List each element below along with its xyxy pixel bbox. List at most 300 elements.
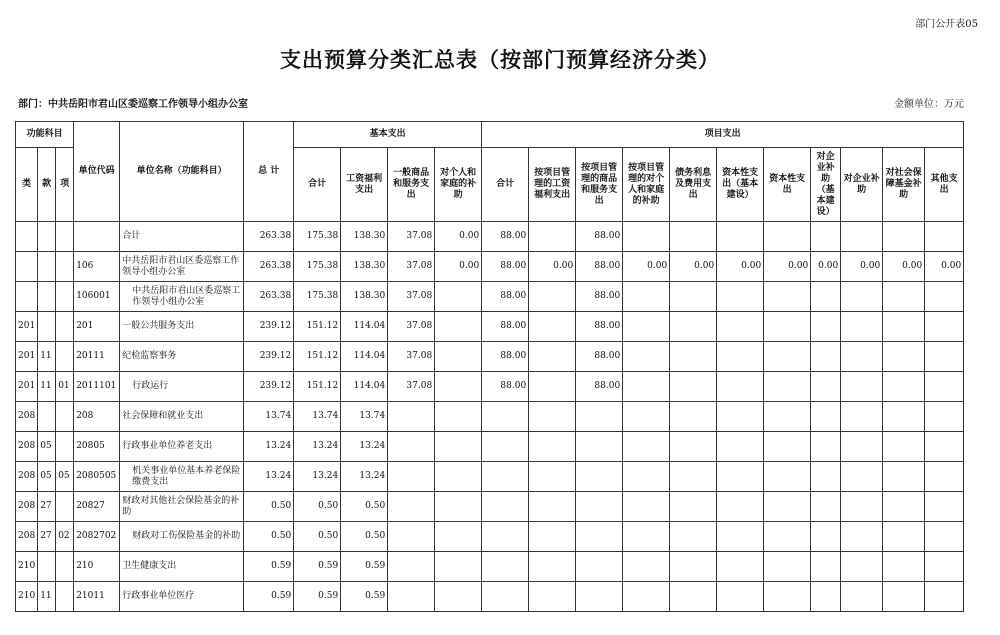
project-expenditure-header: 项目支出 bbox=[482, 122, 964, 148]
cell-lei: 208 bbox=[16, 432, 38, 462]
cell-xiang: 01 bbox=[56, 372, 74, 402]
cell-p-goods: 88.00 bbox=[576, 252, 623, 282]
cell-b-family: 0.00 bbox=[435, 252, 482, 282]
cell-name: 行政运行 bbox=[120, 372, 244, 402]
cell-p-goods: 88.00 bbox=[576, 312, 623, 342]
cell-p-ent-basic bbox=[811, 522, 841, 552]
cell-name: 财政对工伤保险基金的补助 bbox=[120, 522, 244, 552]
cell-p-goods bbox=[576, 432, 623, 462]
cell-p-debt bbox=[670, 402, 717, 432]
cell-code: 201 bbox=[74, 312, 120, 342]
amount-unit-label: 金额单位：万元 bbox=[894, 99, 964, 110]
cell-p-ent-basic bbox=[811, 222, 841, 252]
cell-xiang bbox=[56, 492, 74, 522]
cell-p-family bbox=[623, 522, 670, 552]
cell-p-social bbox=[883, 282, 925, 312]
cell-b-family bbox=[435, 522, 482, 552]
cell-p-goods bbox=[576, 462, 623, 492]
cell-p-other bbox=[925, 312, 964, 342]
table-row bbox=[16, 372, 964, 402]
cell-p-debt bbox=[670, 522, 717, 552]
cell-p-social bbox=[883, 582, 925, 612]
cell-total: 239.12 bbox=[244, 312, 294, 342]
basic-col-header: 对个人和家庭的补助 bbox=[435, 148, 482, 222]
cell-name: 纪检监察事务 bbox=[120, 342, 244, 372]
project-col-header: 其他支出 bbox=[925, 148, 964, 222]
cell-p-other bbox=[925, 432, 964, 462]
cell-total: 0.50 bbox=[244, 492, 294, 522]
cell-b-total: 13.24 bbox=[294, 462, 341, 492]
cell-p-other bbox=[925, 582, 964, 612]
lei-header: 类 bbox=[16, 148, 38, 222]
cell-kuan bbox=[38, 552, 56, 582]
cell-p-wage bbox=[529, 312, 576, 342]
cell-p-ent-basic bbox=[811, 462, 841, 492]
cell-b-goods: 37.08 bbox=[388, 372, 435, 402]
project-col-header: 按项目管理的对个人和家庭的补助 bbox=[623, 148, 670, 222]
cell-p-social bbox=[883, 372, 925, 402]
cell-name: 合计 bbox=[120, 222, 244, 252]
cell-p-family bbox=[623, 222, 670, 252]
cell-lei: 201 bbox=[16, 372, 38, 402]
cell-name: 社会保障和就业支出 bbox=[120, 402, 244, 432]
cell-b-wage: 0.59 bbox=[341, 552, 388, 582]
project-col-header: 资本性支出 bbox=[764, 148, 811, 222]
cell-b-wage: 138.30 bbox=[341, 222, 388, 252]
cell-lei: 208 bbox=[16, 492, 38, 522]
cell-p-cap-basic bbox=[717, 222, 764, 252]
cell-b-total: 0.50 bbox=[294, 522, 341, 552]
cell-total: 263.38 bbox=[244, 252, 294, 282]
table-number-label: 部门公开表05 bbox=[915, 19, 978, 30]
cell-xiang: 02 bbox=[56, 522, 74, 552]
cell-p-total bbox=[482, 582, 529, 612]
cell-b-wage: 0.59 bbox=[341, 582, 388, 612]
cell-p-wage bbox=[529, 282, 576, 312]
cell-lei: 201 bbox=[16, 342, 38, 372]
cell-code: 20805 bbox=[74, 432, 120, 462]
cell-p-cap bbox=[764, 342, 811, 372]
cell-code: 210 bbox=[74, 552, 120, 582]
cell-total: 0.59 bbox=[244, 552, 294, 582]
cell-code: 20111 bbox=[74, 342, 120, 372]
cell-b-goods bbox=[388, 462, 435, 492]
cell-code: 20827 bbox=[74, 492, 120, 522]
cell-p-debt bbox=[670, 372, 717, 402]
cell-lei bbox=[16, 282, 38, 312]
table-header bbox=[16, 122, 964, 222]
project-col-header: 对社会保障基金补助 bbox=[883, 148, 925, 222]
cell-b-goods bbox=[388, 552, 435, 582]
cell-b-wage: 13.74 bbox=[341, 402, 388, 432]
unit-code-header: 单位代码 bbox=[74, 122, 120, 222]
cell-total: 0.59 bbox=[244, 582, 294, 612]
cell-p-ent-basic bbox=[811, 432, 841, 462]
cell-b-family bbox=[435, 492, 482, 522]
cell-p-cap-basic bbox=[717, 282, 764, 312]
cell-b-wage: 138.30 bbox=[341, 252, 388, 282]
cell-p-wage bbox=[529, 492, 576, 522]
cell-p-debt bbox=[670, 492, 717, 522]
cell-b-family: 0.00 bbox=[435, 222, 482, 252]
cell-b-goods: 37.08 bbox=[388, 312, 435, 342]
cell-b-goods bbox=[388, 432, 435, 462]
cell-p-family bbox=[623, 582, 670, 612]
cell-p-other bbox=[925, 222, 964, 252]
cell-p-ent-basic bbox=[811, 282, 841, 312]
cell-p-debt bbox=[670, 282, 717, 312]
cell-kuan: 11 bbox=[38, 582, 56, 612]
cell-p-wage bbox=[529, 582, 576, 612]
cell-xiang bbox=[56, 252, 74, 282]
cell-b-family bbox=[435, 282, 482, 312]
cell-p-total bbox=[482, 522, 529, 552]
cell-name: 卫生健康支出 bbox=[120, 552, 244, 582]
table-row bbox=[16, 222, 964, 252]
cell-p-social bbox=[883, 402, 925, 432]
project-col-header: 按项目管理的工资福利支出 bbox=[529, 148, 576, 222]
cell-kuan bbox=[38, 312, 56, 342]
func-subject-header: 功能科目 bbox=[16, 122, 74, 148]
cell-b-total: 151.12 bbox=[294, 372, 341, 402]
table-row bbox=[16, 492, 964, 522]
cell-p-total: 88.00 bbox=[482, 252, 529, 282]
cell-p-cap-basic bbox=[717, 522, 764, 552]
cell-p-ent bbox=[841, 402, 883, 432]
cell-p-ent bbox=[841, 282, 883, 312]
cell-p-other bbox=[925, 402, 964, 432]
cell-code: 21011 bbox=[74, 582, 120, 612]
cell-kuan: 27 bbox=[38, 492, 56, 522]
cell-xiang bbox=[56, 342, 74, 372]
cell-b-wage: 114.04 bbox=[341, 372, 388, 402]
cell-p-goods bbox=[576, 552, 623, 582]
cell-lei: 201 bbox=[16, 312, 38, 342]
kuan-header: 款 bbox=[38, 148, 56, 222]
cell-p-cap bbox=[764, 312, 811, 342]
cell-p-debt bbox=[670, 432, 717, 462]
cell-p-ent bbox=[841, 312, 883, 342]
cell-p-ent bbox=[841, 522, 883, 552]
cell-name: 中共岳阳市君山区委巡察工作领导小组办公室 bbox=[120, 282, 244, 312]
cell-code bbox=[74, 222, 120, 252]
cell-p-ent bbox=[841, 462, 883, 492]
cell-b-wage: 114.04 bbox=[341, 342, 388, 372]
cell-lei bbox=[16, 252, 38, 282]
cell-p-total: 88.00 bbox=[482, 372, 529, 402]
cell-p-wage bbox=[529, 462, 576, 492]
cell-p-social bbox=[883, 222, 925, 252]
department-label: 部门：中共岳阳市君山区委巡察工作领导小组办公室 bbox=[18, 99, 248, 110]
cell-p-cap-basic bbox=[717, 312, 764, 342]
table-row bbox=[16, 522, 964, 552]
cell-b-goods: 37.08 bbox=[388, 252, 435, 282]
cell-name: 财政对其他社会保险基金的补助 bbox=[120, 492, 244, 522]
basic-expenditure-header: 基本支出 bbox=[294, 122, 482, 148]
cell-p-wage bbox=[529, 342, 576, 372]
cell-p-social bbox=[883, 492, 925, 522]
cell-total: 13.24 bbox=[244, 432, 294, 462]
cell-p-family bbox=[623, 552, 670, 582]
cell-xiang bbox=[56, 402, 74, 432]
cell-p-debt bbox=[670, 222, 717, 252]
table-row bbox=[16, 342, 964, 372]
cell-kuan: 11 bbox=[38, 372, 56, 402]
cell-total: 263.38 bbox=[244, 282, 294, 312]
cell-p-cap-basic: 0.00 bbox=[717, 252, 764, 282]
cell-p-other bbox=[925, 492, 964, 522]
total-header: 总 计 bbox=[244, 122, 294, 222]
cell-total: 13.74 bbox=[244, 402, 294, 432]
cell-p-social bbox=[883, 342, 925, 372]
cell-b-total: 175.38 bbox=[294, 252, 341, 282]
cell-p-family bbox=[623, 402, 670, 432]
cell-b-family bbox=[435, 372, 482, 402]
cell-p-total: 88.00 bbox=[482, 222, 529, 252]
project-col-header: 对企业补助（基本建设） bbox=[811, 148, 841, 222]
cell-name: 中共岳阳市君山区委巡察工作领导小组办公室 bbox=[120, 252, 244, 282]
cell-p-total: 88.00 bbox=[482, 282, 529, 312]
basic-col-header: 合计 bbox=[294, 148, 341, 222]
cell-p-other bbox=[925, 342, 964, 372]
cell-b-total: 13.74 bbox=[294, 402, 341, 432]
cell-p-ent-basic bbox=[811, 402, 841, 432]
cell-p-ent-basic: 0.00 bbox=[811, 252, 841, 282]
project-col-header: 按项目管理的商品和服务支出 bbox=[576, 148, 623, 222]
cell-p-cap bbox=[764, 402, 811, 432]
cell-kuan bbox=[38, 402, 56, 432]
cell-p-ent bbox=[841, 222, 883, 252]
cell-p-ent bbox=[841, 342, 883, 372]
cell-total: 263.38 bbox=[244, 222, 294, 252]
cell-code: 208 bbox=[74, 402, 120, 432]
cell-b-family bbox=[435, 552, 482, 582]
cell-p-goods bbox=[576, 582, 623, 612]
cell-b-goods: 37.08 bbox=[388, 222, 435, 252]
cell-p-total: 88.00 bbox=[482, 342, 529, 372]
cell-b-family bbox=[435, 582, 482, 612]
cell-p-wage bbox=[529, 552, 576, 582]
cell-p-cap-basic bbox=[717, 372, 764, 402]
cell-xiang: 05 bbox=[56, 462, 74, 492]
cell-p-wage bbox=[529, 522, 576, 552]
cell-p-goods: 88.00 bbox=[576, 222, 623, 252]
cell-total: 239.12 bbox=[244, 372, 294, 402]
cell-kuan bbox=[38, 252, 56, 282]
cell-kuan: 27 bbox=[38, 522, 56, 552]
cell-p-cap bbox=[764, 372, 811, 402]
cell-xiang bbox=[56, 312, 74, 342]
cell-kuan: 05 bbox=[38, 432, 56, 462]
cell-p-cap bbox=[764, 552, 811, 582]
cell-xiang bbox=[56, 222, 74, 252]
cell-lei: 208 bbox=[16, 462, 38, 492]
cell-b-total: 0.59 bbox=[294, 582, 341, 612]
basic-col-header: 一般商品和服务支出 bbox=[388, 148, 435, 222]
cell-total: 239.12 bbox=[244, 342, 294, 372]
cell-p-debt bbox=[670, 312, 717, 342]
cell-p-cap bbox=[764, 282, 811, 312]
cell-p-ent-basic bbox=[811, 342, 841, 372]
cell-p-wage: 0.00 bbox=[529, 252, 576, 282]
cell-p-total bbox=[482, 462, 529, 492]
cell-b-family bbox=[435, 342, 482, 372]
cell-p-ent-basic bbox=[811, 312, 841, 342]
cell-b-goods: 37.08 bbox=[388, 342, 435, 372]
cell-b-wage: 13.24 bbox=[341, 462, 388, 492]
table-row bbox=[16, 312, 964, 342]
cell-p-cap-basic bbox=[717, 402, 764, 432]
cell-p-cap bbox=[764, 222, 811, 252]
cell-total: 0.50 bbox=[244, 522, 294, 552]
cell-kuan bbox=[38, 222, 56, 252]
cell-p-total: 88.00 bbox=[482, 312, 529, 342]
cell-p-wage bbox=[529, 372, 576, 402]
cell-p-cap-basic bbox=[717, 582, 764, 612]
cell-code: 106001 bbox=[74, 282, 120, 312]
cell-b-wage: 13.24 bbox=[341, 432, 388, 462]
cell-p-goods bbox=[576, 402, 623, 432]
cell-p-cap-basic bbox=[717, 462, 764, 492]
cell-b-wage: 138.30 bbox=[341, 282, 388, 312]
cell-p-total bbox=[482, 432, 529, 462]
cell-p-cap bbox=[764, 432, 811, 462]
cell-p-ent-basic bbox=[811, 372, 841, 402]
cell-p-cap-basic bbox=[717, 552, 764, 582]
cell-p-ent-basic bbox=[811, 492, 841, 522]
table-row bbox=[16, 582, 964, 612]
cell-b-total: 151.12 bbox=[294, 312, 341, 342]
cell-b-total: 151.12 bbox=[294, 342, 341, 372]
cell-name: 行政事业单位医疗 bbox=[120, 582, 244, 612]
cell-p-family bbox=[623, 312, 670, 342]
cell-p-debt bbox=[670, 342, 717, 372]
cell-p-other bbox=[925, 552, 964, 582]
cell-p-goods bbox=[576, 492, 623, 522]
cell-p-family bbox=[623, 432, 670, 462]
cell-p-debt bbox=[670, 552, 717, 582]
cell-name: 行政事业单位养老支出 bbox=[120, 432, 244, 462]
cell-p-family bbox=[623, 492, 670, 522]
cell-b-goods bbox=[388, 582, 435, 612]
page-title: 支出预算分类汇总表（按部门预算经济分类） bbox=[280, 47, 720, 72]
cell-p-other bbox=[925, 282, 964, 312]
cell-b-total: 0.50 bbox=[294, 492, 341, 522]
cell-b-wage: 0.50 bbox=[341, 492, 388, 522]
cell-p-family bbox=[623, 462, 670, 492]
cell-p-debt bbox=[670, 462, 717, 492]
cell-xiang bbox=[56, 552, 74, 582]
cell-p-debt bbox=[670, 582, 717, 612]
cell-code: 2011101 bbox=[74, 372, 120, 402]
cell-b-goods bbox=[388, 402, 435, 432]
unit-name-header: 单位名称（功能科目） bbox=[120, 122, 244, 222]
xiang-header: 项 bbox=[56, 148, 74, 222]
cell-p-social bbox=[883, 462, 925, 492]
cell-b-family bbox=[435, 432, 482, 462]
cell-p-social bbox=[883, 552, 925, 582]
cell-p-family bbox=[623, 282, 670, 312]
cell-p-wage bbox=[529, 222, 576, 252]
cell-p-wage bbox=[529, 402, 576, 432]
cell-p-cap bbox=[764, 462, 811, 492]
cell-b-family bbox=[435, 312, 482, 342]
cell-p-family bbox=[623, 372, 670, 402]
table-body bbox=[16, 222, 964, 612]
table-row bbox=[16, 282, 964, 312]
cell-b-goods: 37.08 bbox=[388, 282, 435, 312]
cell-p-cap bbox=[764, 582, 811, 612]
cell-p-goods: 88.00 bbox=[576, 372, 623, 402]
cell-code: 106 bbox=[74, 252, 120, 282]
cell-kuan: 11 bbox=[38, 342, 56, 372]
cell-lei: 210 bbox=[16, 552, 38, 582]
cell-total: 13.24 bbox=[244, 462, 294, 492]
cell-code: 2082702 bbox=[74, 522, 120, 552]
table-row bbox=[16, 552, 964, 582]
cell-p-other bbox=[925, 462, 964, 492]
project-col-header: 合计 bbox=[482, 148, 529, 222]
cell-p-goods bbox=[576, 522, 623, 552]
cell-p-ent bbox=[841, 582, 883, 612]
cell-p-cap bbox=[764, 492, 811, 522]
cell-p-ent bbox=[841, 432, 883, 462]
cell-p-cap-basic bbox=[717, 492, 764, 522]
cell-p-other bbox=[925, 522, 964, 552]
cell-kuan bbox=[38, 282, 56, 312]
table-row bbox=[16, 402, 964, 432]
cell-p-ent bbox=[841, 372, 883, 402]
cell-p-wage bbox=[529, 432, 576, 462]
cell-b-family bbox=[435, 402, 482, 432]
cell-p-family: 0.00 bbox=[623, 252, 670, 282]
cell-p-other bbox=[925, 372, 964, 402]
cell-p-cap-basic bbox=[717, 342, 764, 372]
table-row bbox=[16, 462, 964, 492]
cell-p-family bbox=[623, 342, 670, 372]
cell-p-ent-basic bbox=[811, 552, 841, 582]
cell-b-total: 175.38 bbox=[294, 222, 341, 252]
cell-p-cap-basic bbox=[717, 432, 764, 462]
cell-b-wage: 0.50 bbox=[341, 522, 388, 552]
cell-p-ent: 0.00 bbox=[841, 252, 883, 282]
cell-p-social bbox=[883, 522, 925, 552]
cell-lei: 210 bbox=[16, 582, 38, 612]
table-row bbox=[16, 252, 964, 282]
cell-xiang bbox=[56, 282, 74, 312]
cell-p-ent bbox=[841, 492, 883, 522]
cell-b-goods bbox=[388, 492, 435, 522]
project-col-header: 对企业补助 bbox=[841, 148, 883, 222]
cell-name: 一般公共服务支出 bbox=[120, 312, 244, 342]
cell-b-total: 0.59 bbox=[294, 552, 341, 582]
basic-col-header: 工资福利支出 bbox=[341, 148, 388, 222]
cell-p-total bbox=[482, 402, 529, 432]
budget-table bbox=[15, 121, 964, 612]
cell-name: 机关事业单位基本养老保险缴费支出 bbox=[120, 462, 244, 492]
cell-p-total bbox=[482, 552, 529, 582]
cell-b-goods bbox=[388, 522, 435, 552]
project-col-header: 资本性支出（基本建设） bbox=[717, 148, 764, 222]
cell-kuan: 05 bbox=[38, 462, 56, 492]
cell-b-family bbox=[435, 462, 482, 492]
cell-xiang bbox=[56, 582, 74, 612]
cell-b-wage: 114.04 bbox=[341, 312, 388, 342]
cell-p-social: 0.00 bbox=[883, 252, 925, 282]
cell-lei: 208 bbox=[16, 522, 38, 552]
cell-code: 2080505 bbox=[74, 462, 120, 492]
cell-p-ent bbox=[841, 552, 883, 582]
